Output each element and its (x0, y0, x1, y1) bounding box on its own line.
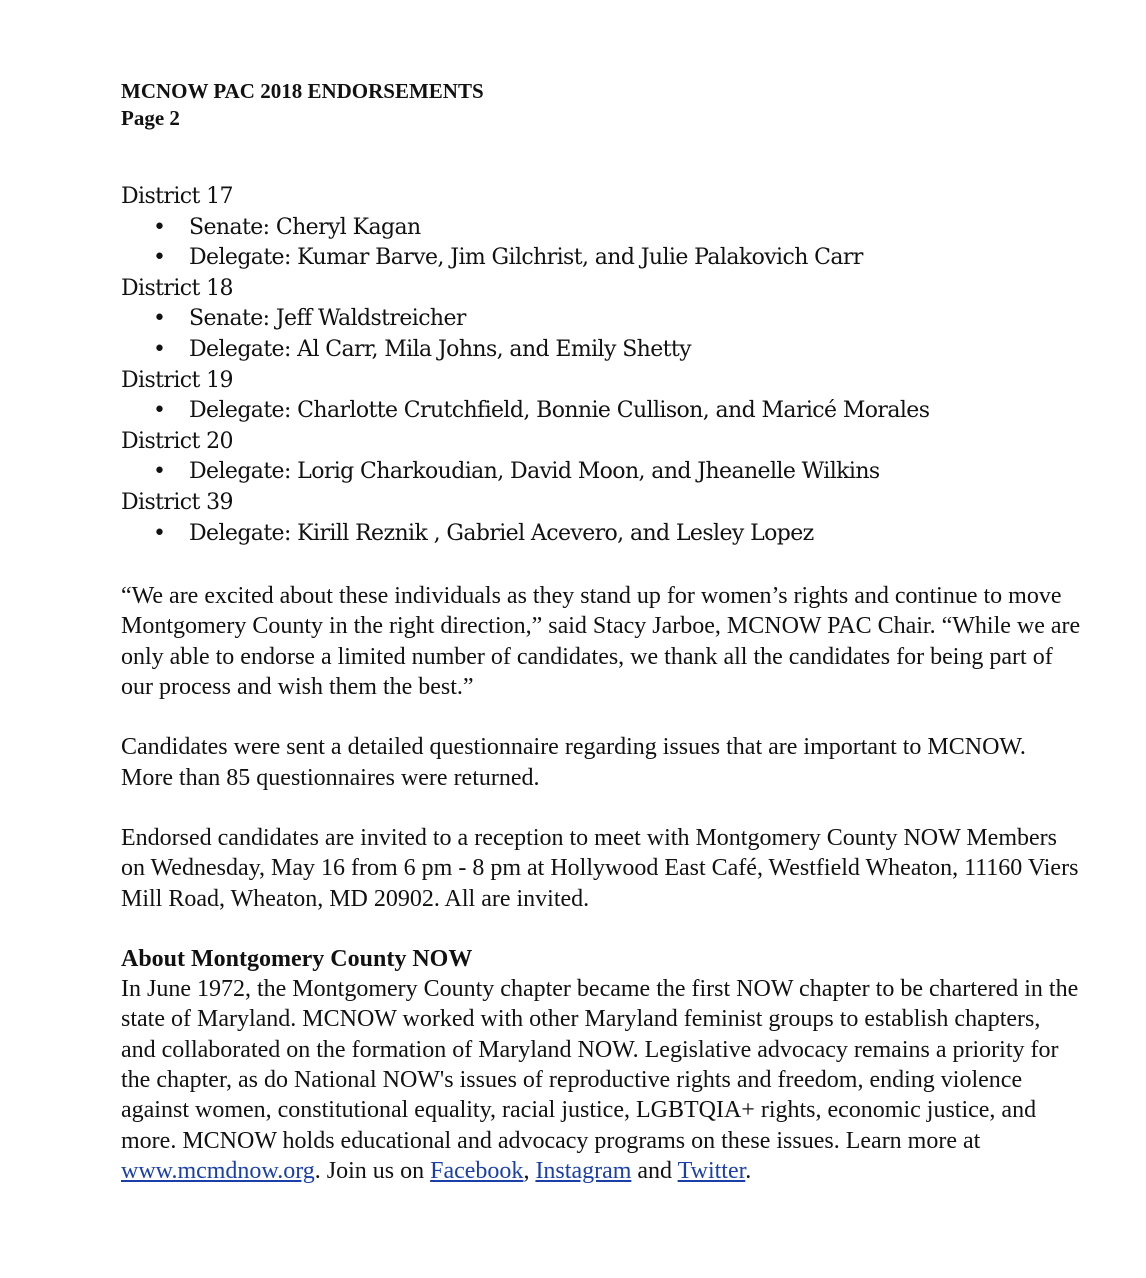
district-heading: District 39 (121, 489, 233, 515)
district-block (121, 427, 1081, 488)
questionnaire-paragraph: Candidates were sent a detailed questionnaire regarding issues that are important to MCNOW. More than 85 questionnaires were returned. (121, 734, 1026, 791)
district-endorsements (121, 457, 1081, 488)
endorsement-text: Senate: Cheryl Kagan (189, 214, 421, 240)
about-and-text: and (631, 1157, 678, 1184)
chair-quote-paragraph: “We are excited about these individuals as they stand up for women’s rights and continue to move Montgomery County in the right direction,” said Stacy Jarboe, MCNOW PAC Chair. “While we are only able to endorse a limited number of candidates, we thank all the candidates for being part of our process and wish them the best.” (121, 583, 1081, 701)
endorsement-text: Delegate: Lorig Charkoudian, David Moon, and Jheanelle Wilkins (189, 459, 880, 485)
district-block (121, 182, 1081, 274)
instagram-link[interactable]: Instagram (535, 1157, 632, 1184)
district-endorsements (121, 519, 1081, 550)
district-endorsements (121, 213, 1081, 274)
district-endorsements (121, 396, 1081, 427)
endorsement-item (153, 304, 1081, 335)
about-body-text: In June 1972, the Montgomery County chapter became the first NOW chapter to be chartered in the state of Maryland. MCNOW worked with other Maryland feminist groups to establish chapters, and collaborated on the formation of Maryland NOW. Legislative advocacy remains a priority for the chapter, as do National NOW's issues of reproductive rights and freedom, ending violence against women, constitutional equality, racial justice, LGBTQIA+ rights, economic justice, and more. MCNOW holds educational and advocacy programs on these issues. Learn more at (121, 976, 1079, 1154)
endorsement-item (153, 457, 1081, 488)
bullet-icon: • (153, 336, 166, 362)
endorsement-item (153, 213, 1081, 244)
about-paragraph (121, 974, 1081, 1186)
endorsement-item (153, 335, 1081, 366)
district-endorsements (121, 304, 1081, 365)
twitter-link[interactable]: Twitter (677, 1157, 746, 1184)
endorsement-text: Delegate: Charlotte Crutchfield, Bonnie Cullison, and Maricé Morales (189, 398, 930, 424)
endorsement-list (121, 182, 1081, 549)
bullet-icon: • (153, 245, 166, 271)
document-page (121, 78, 1081, 1186)
bullet-icon: • (153, 306, 166, 332)
about-comma-text: , (523, 1157, 536, 1184)
endorsement-text: Delegate: Kirill Reznik , Gabriel Acevero, and Lesley Lopez (189, 520, 814, 546)
bullet-icon: • (153, 214, 166, 240)
facebook-link[interactable]: Facebook (430, 1157, 524, 1184)
district-block (121, 366, 1081, 427)
district-heading: District 19 (121, 367, 233, 393)
district-heading: District 17 (121, 184, 233, 209)
reception-paragraph: Endorsed candidates are invited to a reception to meet with Montgomery County NOW Members on Wednesday, May 16 from 6 pm - 8 pm at Hollywood East Café, Westfield Wheaton, 11160 Viers Mill Road, Wheaton, MD 20902. All are invited. (121, 824, 1079, 912)
bullet-icon: • (153, 459, 166, 485)
endorsement-item (153, 519, 1081, 550)
district-heading: District 20 (121, 428, 233, 454)
district-heading: District 18 (121, 275, 233, 301)
about-end-text: . (745, 1157, 752, 1184)
bullet-icon: • (153, 520, 166, 546)
endorsement-text: Senate: Jeff Waldstreicher (189, 306, 466, 332)
district-block (121, 488, 1081, 549)
website-link[interactable]: www.mcmdnow.org (121, 1157, 315, 1184)
district-block (121, 274, 1081, 366)
bullet-icon: • (153, 398, 166, 424)
about-heading: About Montgomery County NOW (121, 945, 473, 972)
about-join-text: . Join us on (314, 1157, 431, 1184)
document-title: MCNOW PAC 2018 ENDORSEMENTS (121, 79, 484, 103)
page-number: Page 2 (121, 106, 180, 130)
document-header (121, 78, 1081, 132)
endorsement-item (153, 396, 1081, 427)
endorsement-text: Delegate: Al Carr, Mila Johns, and Emily Shetty (189, 336, 691, 362)
endorsement-text: Delegate: Kumar Barve, Jim Gilchrist, and Julie Palakovich Carr (189, 245, 863, 271)
endorsement-item (153, 243, 1081, 274)
